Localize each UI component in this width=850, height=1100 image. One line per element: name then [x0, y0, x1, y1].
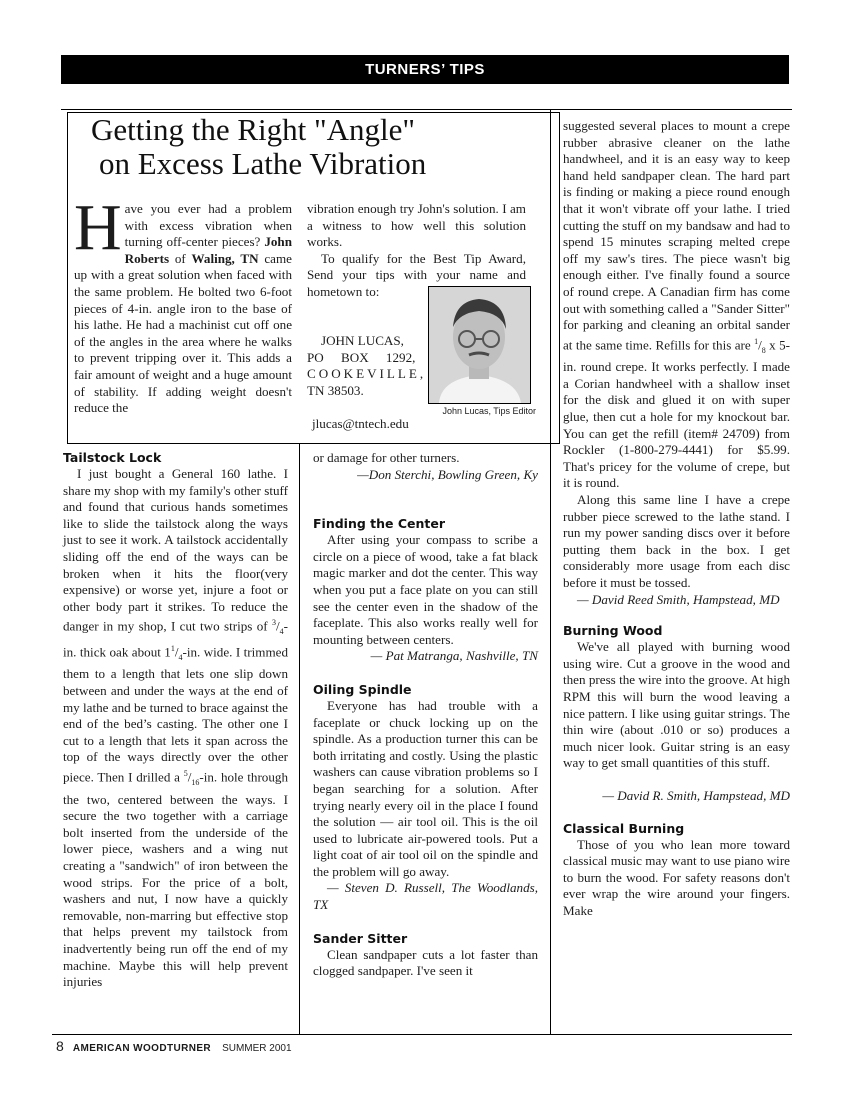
address-zip: TN 38503. [307, 382, 364, 398]
magazine-name: AMERICAN WOODTURNER [72, 1043, 212, 1054]
fraction-num: 3 [271, 618, 276, 628]
crepe-paragraph-2: Along this same line I have a crepe rubber piece screwed to the lathe stand. I run my power sanding discs over it before putting them back in the box. I get considerably more usage from each disc before it must be tossed. [563, 492, 790, 590]
tip-heading-tailstock-lock: Tailstock Lock [63, 450, 162, 465]
crepe-text: suggested several places to mount a crepe rubber abrasive cleaner on the lathe handwheel, and it is an easy way to keep hand held sandpaper clean. The hard part is finding or making a piece round enough that it won't vibrate off your lathe. I tried cutting the stuff on my bandsaw and had to spend 15 minutes scraping melted crepe off my saw's tires. The piece wasn't big enough either. I've finally found a source of round crepe. A Canadian firm has come out with something called a "Sander Sitter" for parking and cleaning an orbital sander at the same time. Refills for this are [563, 118, 790, 353]
tailstock-text: -in. thick oak about 1 [63, 618, 288, 660]
fraction-den: 4 [178, 652, 183, 662]
signature: — David R. Smith, Hampstead, MD [602, 787, 790, 803]
signature: — David Reed Smith, Hampstead, MD [577, 591, 780, 607]
photo-caption: John Lucas, Tips Editor [442, 406, 536, 416]
editor-photo [428, 286, 531, 404]
page-footer [56, 1038, 292, 1054]
bottom-rule [52, 1034, 792, 1035]
fraction-den: 16 [191, 778, 200, 787]
crepe-paragraph: suggested several places to mount a crepe rubber abrasive cleaner on the lathe handwheel, and it is an easy way to keep hand held sandpaper clean. The hard part is finding or making a piece round enough that it won't vibrate off your lathe. I tried cutting the stuff on my bandsaw and had to spend 15 minutes scraping melted crepe off my saw's tires. The piece wasn't big enough either. I've finally found a source of round crepe. A Canadian firm has come out with something called a "Sander Sitter" for parking and cleaning an orbital sander at the same time. Refills for this are $^1/_8$ x 5-in. round crepe. It works perfectly. I made a Corian handwheel with a shallow inset for the disk and glued it on with super glue, then cut a hole for my knockout bar. You can get the refill (item# 24709) from Rockler (1-800-279-4441) for $5.99. That's pricey for the volume of crepe, but it is round. [563, 118, 790, 491]
article-title [67, 113, 497, 181]
tip-heading-oiling-spindle: Oiling Spindle [313, 681, 412, 697]
editor-email-link[interactable]: jlucas@tntech.edu [312, 416, 409, 431]
page-number: 8 [56, 1038, 64, 1054]
tailstock-text: I just bought a General 160 lathe. I share my shop with my family's other stuff and found that curious hands sometimes like to slide the tailstock along the ways just to see it work. A tailstock accidentally sliding off the end of the ways can be broken when it hits the floor(very expensive) or worse yet, injure a foot or other body part it strikes. To reduce the danger in my shop, I cut two strips of [63, 466, 288, 634]
address-box: PO BOX 1292, [307, 349, 416, 365]
title-line-2: on Excess Lathe Vibration [99, 146, 427, 181]
section-title: TURNERS’ TIPS [365, 61, 485, 78]
tip-heading-finding-center: Finding the Center [313, 516, 446, 532]
title-line-1: Getting the Right "Angle" [91, 112, 416, 147]
contributor-place: Waling, TN [191, 250, 259, 266]
tip-body-classical-burning: Those of you who lean more toward classical music may want to use piano wire to burn the wood. For safety reasons don't ever wrap the wire around your fingers. Make [563, 836, 790, 918]
address-name: JOHN LUCAS, [321, 333, 404, 348]
intro-text-cont: came up with a great solution when faced with the same problem. He bolted two 6-foot pieces of 4-in. angle iron to the base of his lathe. He had a machinist cut off one of the angles in the area where he walks to prevent tripping over it. This adds a fair amount of weight and a huge amount of stability. If adding weight doesn't reduce the [74, 250, 292, 416]
col-1-tips [63, 449, 288, 991]
fraction-den: 4 [279, 627, 284, 637]
tip-body-sander-sitter: Clean sandpaper cuts a lot faster than clogged sandpaper. I've seen it [313, 946, 538, 979]
tip-heading-burning-wood: Burning Wood [563, 623, 663, 639]
tailstock-text: -in. hole through the two, centered between the ways. I secure the two together with a carriage bolt inserted from the underside of the lower piece, washers and a wing nut creating a "sandwich" of iron between the wood strips. For the price of a bolt, washers and nut, I now have a quickly removable, non-marring but effective stop that helps prevent my tailstock from inadvertently being run off the end of my machine. Maybe this will help prevent injuries [63, 769, 288, 990]
crepe-text-cont: x 5-in. round crepe. It works perfectly. I made a Corian handwheel with a shallow inset for the disk and glued it on with super glue, then cut a hole for my knockout bar. You can get the refill (item# 24709) from Rockler (1-800-279-4441) for $5.99. That's pricey for the volume of crepe, but it is round. [563, 337, 790, 491]
instructions-text: To qualify for the Best Tip Award, Send your tips with your name and hometown to: [307, 250, 526, 299]
intro-text: ave you ever had a problem with excess vibration when turning off-center pieces? [124, 201, 292, 250]
col-3-continued [563, 118, 790, 920]
column-divider-left [299, 444, 300, 1035]
tip-body-burning-wood: We've all played with burning wood using wire. Cut a groove in the wood and then press the wire into the groove. At high RPM this will burn the wood leaving a nice pattern. I like using guitar strings. The thin wire (about .010 or so) produces a much nicer look. Guitar string is an easy way to get small quantities of this stuff. [563, 639, 790, 771]
top-rule [61, 109, 792, 110]
section-banner [61, 55, 789, 84]
tailstock-continued: or damage for other turners. [313, 450, 460, 465]
signature: — Pat Matranga, Nashville, TN [370, 648, 538, 664]
fraction-num: 5 [183, 769, 188, 779]
address-block [307, 333, 427, 399]
address-city: COOKEVILLE, [307, 366, 427, 382]
tip-body-tailstock-lock: I just bought a General 160 lathe. I share my shop with my family's other stuff and found that curious hands sometimes like to slide the tailstock along the ways just to see it work. A tailstock accidentally sliding off the end of the ways can be broken when it hits the floor(very expensive) or worse yet, injure a foot or other body part it strikes. To reduce the danger in my shop, I cut two strips of $^3/_4-in$. thick oak about $1^1/_4-in$. wide. I trimmed them to a length that lets one slip down between and under the ways at the end of my lathe and be turned to brace against the end of the bed’s casting. The other one I cut to a length that lets it span across the top of the ways directly over the other piece. Then I drilled a $^5/_{16}-in$. hole through the two, centered between the ways. I secure the two together with a carriage bolt inserted from the underside of the lower piece, washers and a wing nut creating a "sandwich" of iron between the wood strips. For the price of a bolt, washers and nut, I now have a quickly removable, non-marring but effective stop that helps prevent my tailstock from inadvertently being run off the end of my machine. Maybe this will help prevent injuries [63, 466, 288, 990]
fraction-num: 1 [754, 336, 759, 346]
intro-col-1 [74, 191, 292, 417]
issue-date: SUMMER 2001 [222, 1043, 292, 1054]
tip-heading-classical-burning: Classical Burning [563, 820, 685, 836]
intro-text-end: vibration enough try John's solution. I am a witness to how well this solution works. [307, 201, 526, 250]
contributor-name: John Roberts [124, 234, 292, 266]
tip-heading-sander-sitter: Sander Sitter [313, 930, 408, 946]
fraction-num: 1 [170, 643, 175, 653]
signature: —Don Sterchi, Bowling Green, Ky [357, 466, 538, 482]
portrait-image [429, 287, 530, 403]
signature: — Steven D. Russell, The Woodlands, TX [313, 880, 538, 913]
email-line [312, 416, 432, 433]
drop-cap: H [74, 191, 122, 264]
col-2-tips [313, 450, 538, 980]
fraction-den: 8 [761, 345, 766, 355]
tip-body-finding-center: After using your compass to scribe a circle on a piece of wood, take a fat black magic marker and dot the center. This way when you put a face plate on you can still see the center even in the shadow of the faceplate. This also works really well for mounting between centers. [313, 532, 538, 647]
tailstock-text: -in. wide. I trimmed them to a length that lets one slip down between and under the ways at the end of my lathe and be turned to brace against the end of the bed’s casting. The other one I cut to a length that lets it span across the top of the ways directly over the other piece. Then I drilled a [63, 644, 288, 785]
tip-body-oiling-spindle: Everyone has had trouble with a faceplate or chuck locking up on the spindle. As a production turner this can be both irritating and costly. Using the plastic washers can cause vibration problems so I began searching for a solution. After trying nearly every oil in the place I found the solution — air tool oil. This is the oil used to lubricate air-powered tools. Put a light coat of air tool oil on the spindle and the problem will go away. [313, 697, 538, 879]
text-of: of [169, 250, 192, 266]
